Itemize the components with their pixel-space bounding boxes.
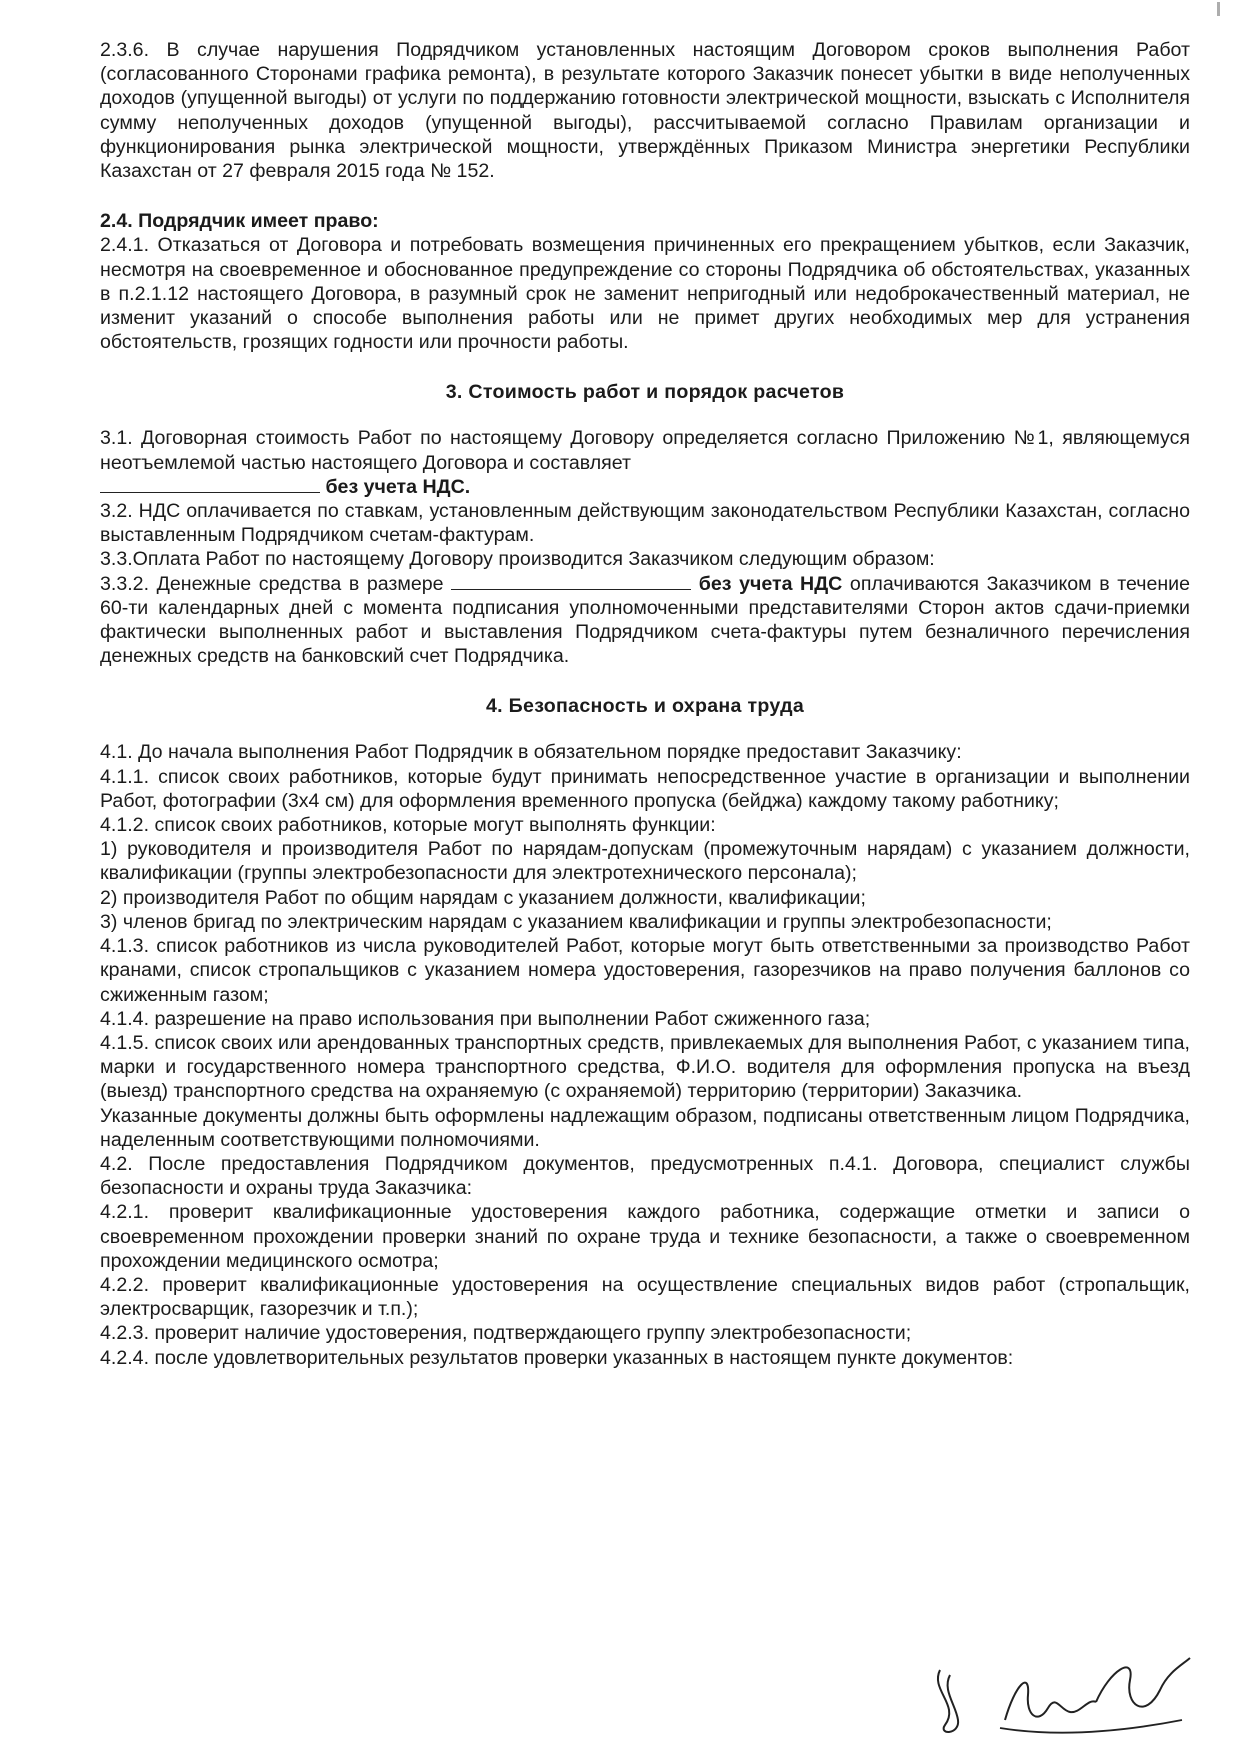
section-3-title: 3. Стоимость работ и порядок расчетов xyxy=(445,381,845,404)
section-4-title: 4. Безопасность и охрана труда xyxy=(485,695,805,718)
amount-blank-line xyxy=(100,491,320,493)
payment-amount-blank-line xyxy=(451,588,691,590)
clause-4-2-4: 4.2.4. после удовлетворительных результатов проверки указанных в настоящем пункте документов: xyxy=(100,1346,1014,1369)
clause-4-1-3: 4.1.3. список работников из числа руководителей Работ, которые могут быть ответственными за производство Работ кранами, список стропальщиков с указанием номера удостоверения, газорезчиков на право получения баллонов со сжиженным газом; xyxy=(100,935,1190,1006)
document-page xyxy=(100,38,1190,1728)
clause-4-1-2-item-1: 1) руководителя и производителя Работ по нарядам-допускам (промежуточным нарядам) с указанием должности, квалификации (группы электробезопасности для электротехнического персонала); xyxy=(100,838,1190,885)
clause-4-1-1: 4.1.1. список своих работников, которые будут принимать непосредственное участие в организации и выполнении Работ, фотографии (3х4 см) для оформления временного пропуска (бейджа) каждому такому работнику; xyxy=(100,765,1190,812)
clause-4-1-2: 4.1.2. список своих работников, которые могут выполнять функции: xyxy=(100,814,716,837)
clause-4-2-3: 4.2.3. проверит наличие удостоверения, подтверждающего группу электробезопасности; xyxy=(100,1322,912,1345)
clause-4-1-2-item-3: 3) членов бригад по электрическим нарядам с указанием квалификации и группы электробезопасности; xyxy=(100,910,1052,933)
clause-3-2: 3.2. НДС оплачивается по ставкам, установленным действующим законодательством Республики Казахстан, согласно выставленным Подрядчиком счетам-фактурам. xyxy=(100,500,1190,547)
clause-2-4-heading: 2.4. Подрядчик имеет право: xyxy=(100,210,379,233)
clause-4-2-1: 4.2.1. проверит квалификационные удостоверения каждого работника, содержащие отметки и записи о своевременном прохождении проверки знаний по охране труда и технике безопасности, а также о своевременном прохождении медицинского осмотра; xyxy=(100,1201,1190,1272)
clause-4-1: 4.1. До начала выполнения Работ Подрядчик в обязательном порядке предоставит Заказчику: xyxy=(100,741,962,764)
clause-3-1-tail: без учета НДС. xyxy=(325,475,471,498)
clause-4-1-note: Указанные документы должны быть оформлены надлежащим образом, подписаны ответственным лицом Подрядчика, наделенным соответствующими полномочиями. xyxy=(100,1104,1190,1151)
clause-3-1-text: 3.1. Договорная стоимость Работ по настоящему Договору определяется согласно Приложению №1, являющемуся неотъемлемой частью настоящего Договора и составляет xyxy=(100,427,1190,474)
clause-3-1 xyxy=(100,426,1190,499)
clause-4-2-2: 4.2.2. проверит квалификационные удостоверения на осуществление специальных видов работ (стропальщик, электросварщик, газорезчик и т.п.); xyxy=(100,1273,1190,1321)
page-edge-mark xyxy=(1217,2,1220,16)
clause-4-1-2-item-2: 2) производителя Работ по общим нарядам с указанием должности, квалификации; xyxy=(100,886,866,909)
clause-2-3-6: 2.3.6. В случае нарушения Подрядчиком установленных настоящим Договором сроков выполнения Работ (согласованного Сторонами графика ремонта), в результате которого Заказчик понесет убытки в виде неполученных доходов (упущенной выгоды) от услуги по поддержанию готовности электрической мощности, взыскать с Исполнителя сумму неполученных доходов (упущенной выгоды), рассчитываемой согласно Правилам организации и функционирования рынка электрической мощности, утверждённых Приказом Министра энергетики Республики Казахстан от 27 февраля 2015 года № 152. xyxy=(100,39,1190,183)
clause-4-1-5: 4.1.5. список своих или арендованных транспортных средств, привлекаемых для выполнения Работ, с указанием типа, марки и государственного номера транспортного средства, Ф.И.О. водителя для оформления пропуска на въезд (выезд) транспортного средства на охраняемую (с охраняемой) территорию (территории) Заказчика. xyxy=(100,1031,1190,1103)
clause-4-2: 4.2. После предоставления Подрядчиком документов, предусмотренных п.4.1. Договора, специалист службы безопасности и охраны труда Заказчика: xyxy=(100,1152,1190,1200)
clause-3-3: 3.3.Оплата Работ по настоящему Договору производится Заказчиком следующим образом: xyxy=(100,548,935,571)
clause-4-1-4: 4.1.4. разрешение на право использования при выполнении Работ сжиженного газа; xyxy=(100,1007,871,1030)
clause-3-3-2-bold: без учета НДС xyxy=(698,572,843,595)
clause-3-3-2-end: оплачиваются Заказчиком в течение 60-ти календарных дней с момента подписания уполномоченными представителями Сторон актов сдачи-приемки фактически выполненных работ и выставления Подрядчиком счета-фактуры путем безналичного перечисления денежных средств на банковский счет Подрядчика. xyxy=(100,572,1190,668)
clause-3-3-2-start: 3.3.2. Денежные средства в размере xyxy=(100,572,444,595)
handwritten-signature-icon xyxy=(920,1650,1220,1745)
clause-3-3-2 xyxy=(100,572,1190,669)
clause-2-4-1: 2.4.1. Отказаться от Договора и потребовать возмещения причиненных его прекращением убытков, если Заказчик, несмотря на своевременное и обоснованное предупреждение со стороны Подрядчика об обстоятельствах, указанных в п.2.1.12 настоящего Договора, в разумный срок не заменит непригодный или недоброкачественный материал, не изменит указаний о способе выполнения работы или не примет других необходимых мер для устранения обстоятельств, грозящих годности или прочности работы. xyxy=(100,234,1190,354)
